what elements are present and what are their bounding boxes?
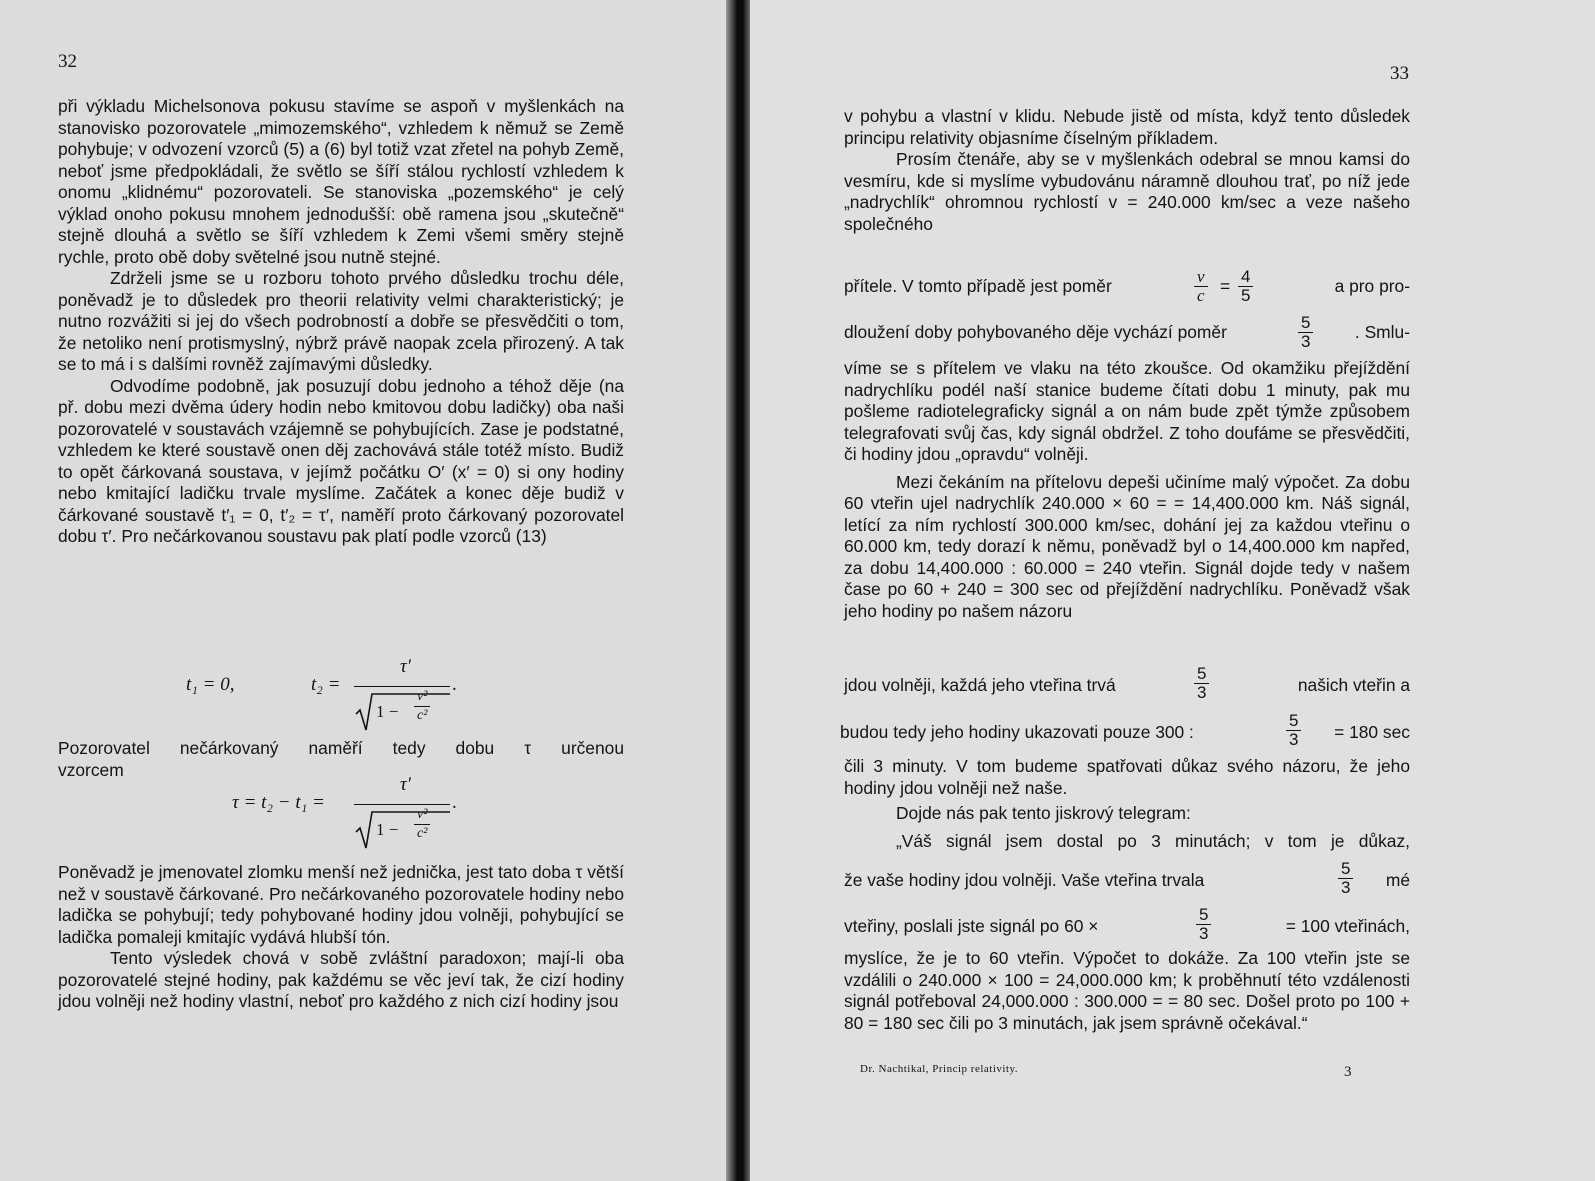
right-paragraph-3a: Mezi čekáním na přítelovu depeši učiníme malý výpočet. Za dobu 60 vteřin ujel nadrychlík 240.000 × 60 = = 14,400.000 km. Náš signál, letící za ním rychlostí 300.000 km/sec, dohání jej za každou vteřinu o 60.000 km, tedy dorazí k němu, poněvadž byl o 14,400.000 km napřed, za dobu 14,400.000 : 60.000 = 240 vteřin. Signál dojde tedy v našem čase po 60 + 240 = 300 sec od přejíždění nadrychlíku. Poněvadž však jeho hodiny po našem názoru (844, 471, 1410, 621)
right-paragraph-3b2: našich vteřin a (1297, 675, 1410, 695)
right-text-block-1 (844, 106, 1410, 235)
eq2-v2-c2: $\frac{\text{v²}}{\text{c²}}$ (414, 806, 430, 843)
right-paragraph-3c2: = 180 sec (1334, 722, 1410, 742)
right-paragraph-2c: dloužení doby pohybovaného děje vychází poměr (844, 322, 1227, 342)
eq2-fraction-bar (354, 804, 450, 805)
eq1-v2-c2: $\frac{\text{v²}}{\text{c²}}$ (414, 688, 430, 725)
eq2-lhs: τ = t₂ − t₁ = (232, 792, 325, 813)
right-paragraph-5a: „Váš signál jsem dostal po 3 minutách; v tom je důkaz, (896, 830, 1410, 851)
line-ratio-5-3 (844, 314, 1410, 354)
eq1-radicand: 1 − (376, 702, 399, 721)
left-paragraph-1: při výkladu Michelsonova pokusu stavíme se aspoň v myšlenkách na stanovisko pozorovatele „mimozemského“, vzhledem k němuž se Země pohybuje; v odvození vzorců (5) a (6) byl totiž vzat zřetel na pohyb Země, neboť jsme předpokládali, že světlo se šíří stálou rychlostí vzhledem k onomu „klidnému“ pozorovateli. Se stanoviska „pozemského“ je celý výklad onoho pokusu mnohem jednodušší: obě ramena jsou „skutečně“ stejně dlouhá a světlo se šíří vzhledem k Zemi všemi směry stejně rychle, proto obě doby světelné jsou nutně stejné. (58, 96, 624, 267)
eq2-radical-icon (354, 806, 454, 850)
right-text-block-2 (844, 358, 1410, 622)
right-paragraph-2b2: a pro pro- (1334, 276, 1410, 296)
left-text-block-2 (58, 738, 624, 781)
right-paragraph-4: Dojde nás pak tento jiskrový telegram: (896, 803, 1191, 823)
line-ratio-v-c (844, 268, 1410, 308)
line-300-div (840, 712, 1410, 752)
left-paragraph-4a: Pozorovatel nečárkovaný naměří tedy dobu τ určenou (58, 738, 624, 758)
right-paragraph-3c: budou tedy jeho hodiny ukazovati pouze 300 : (840, 722, 1194, 742)
page-number-left: 32 (58, 51, 77, 72)
page-number-right: 33 (1390, 63, 1409, 84)
footer-book-title: Dr. Nachtikal, Princip relativity. (860, 1063, 1019, 1075)
left-page (0, 0, 730, 1181)
right-paragraph-5c: vteřiny, poslali jste signál po 60 × (844, 916, 1099, 936)
right-page (750, 0, 1595, 1181)
eq2-period: . (452, 792, 457, 813)
line-your-second (844, 860, 1410, 900)
fraction-5-3-a: $\frac{5}{3}$ (1298, 314, 1313, 351)
right-paragraph-2d: víme se s přítelem ve vlaku na této zkoušce. Od okamžiku přejíždění nadrychlíku podél naší stanice budeme čítati dobu 1 minuty, pak mu pošleme radiotelegraficky signál a on nám bude zpět týmže způsobem telegrafovati svůj čas, kdy signál obdržel. Z toho doufáme se přesvědčiti, či hodiny jdou „opravdu“ volněji. (844, 358, 1410, 464)
left-paragraph-3: Odvodíme podobně, jak posuzují dobu jednoho a téhož děje (na př. dobu mezi dvěma údery hodin nebo kmitovou dobu ladičky) oba naši pozorovatelé v soustavách vzájemně se pohybujících. Zase je podstatné, vzhledem ke které soustavě onen děj zachovává stále totéž místo. Budiž to opět čárkovaná soustava, v jejímž počátku O′ (x′ = 0) si ony hodiny nebo kmitající ladičku trvale myslíme. Začátek a konec děje budiž v čárkované soustavě t′₁ = 0, t′₂ = τ′, naměří proto čárkovaný pozorovatel dobu τ′. Pro nečárkovanou soustavu pak platí podle vzorců (13) (58, 375, 624, 546)
right-paragraph-5d: myslíce, že je to 60 vteřin. Výpočet to dokáže. Za 100 vteřin jste se vzdálili o 240.000 × 100 = 24,000.000 km; k proběhnutí této vzdálenosti signál potřeboval 24,000.000 : 300.000 = = 80 sec. Došel proto po 100 + 80 = 180 sec čili po 3 minutách, jak jsem správně očekával.“ (844, 948, 1410, 1033)
right-text-block-3 (844, 756, 1410, 852)
equation-2 (232, 774, 492, 856)
right-paragraph-2a: Prosím čtenáře, aby se v myšlenkách odebral se mnou kamsi do vesmíru, kde si myslíme vybudovánu náramně dlouhou trať, po níž jede „nadrychlík“ ohromnou rychlostí v = 240.000 km/sec a veze našeho společného (844, 149, 1410, 234)
fraction-5-3-b: $\frac{5}{3}$ (1194, 665, 1209, 702)
fraction-5-3-e: $\frac{5}{3}$ (1196, 906, 1211, 943)
eq1-t1: t₁ = 0, (186, 674, 235, 695)
equals-sign-1: = (1220, 276, 1231, 296)
left-paragraph-2: Zdrželi jsme se u rozboru tohoto prvého důsledku trochu déle, poněvadž je to důsledek pro theorii relativity velmi charakteristický; je nutno rozvážiti si jej do všech podrobností a dobře se přesvědčiti o tom, že netoliko není protismyslný, nýbrž právě naopak zcela přirozený. A tak se to má i s dalšími rovněž zajímavými důsledky. (58, 268, 624, 374)
fraction-5-3-c: $\frac{5}{3}$ (1286, 712, 1301, 749)
left-text-block-1 (58, 96, 624, 548)
line-each-second (844, 665, 1410, 705)
eq1-numerator: τ′ (400, 656, 411, 677)
left-paragraph-6: Tento výsledek chová v sobě zvláštní paradoxon; mají-li oba pozorovatelé stejné hodiny, pak každému se věc jeví tak, že cizí hodiny jdou volněji než hodiny vlastní, neboť pro každého z nich cizí hodiny jsou (58, 948, 624, 1011)
right-paragraph-5b2: mé (1385, 870, 1410, 890)
right-text-block-4 (844, 948, 1410, 1034)
eq1-period: . (452, 674, 457, 695)
eq1-fraction-bar (354, 686, 450, 687)
right-paragraph-5c2: = 100 vteřinách, (1285, 916, 1410, 936)
eq1-t2-label: t₂ = (311, 674, 341, 695)
right-paragraph-2c2: . Smlu- (1354, 322, 1410, 342)
fraction-v-c: $\frac{v}{c}$ (1194, 268, 1208, 305)
right-paragraph-5b: že vaše hodiny jdou volněji. Vaše vteřina trvala (844, 870, 1205, 890)
fraction-5-3-d: $\frac{5}{3}$ (1338, 860, 1353, 897)
right-paragraph-3b: jdou volněji, každá jeho vteřina trvá (844, 675, 1116, 695)
right-paragraph-2b: přítele. V tomto případě jest poměr (844, 276, 1112, 296)
signature-mark: 3 (1344, 1064, 1352, 1080)
equation-1 (186, 656, 486, 730)
fraction-4-5: $\frac{4}{5}$ (1238, 268, 1253, 305)
eq2-radicand: 1 − (376, 820, 399, 839)
right-paragraph-3d: čili 3 minuty. V tom budeme spatřovati důkaz svého názoru, že jeho hodiny jdou volněji než naše. (844, 756, 1410, 798)
left-paragraph-4b: vzorcem (58, 759, 124, 780)
eq1-radical-icon (354, 688, 454, 732)
left-text-block-3 (58, 862, 624, 1013)
left-paragraph-5: Poněvadž je jmenovatel zlomku menší než jednička, jest tato doba τ větší než v soustavě čárkované. Pro nečárkovaného pozorovatele hodiny nebo ladička se pohybují; tedy pohybované hodiny jdou volněji, pohybující se ladička pomaleji kmitajíc vydává hlubší tón. (58, 862, 624, 947)
line-60-times (844, 906, 1410, 946)
eq2-numerator: τ′ (400, 774, 411, 795)
right-paragraph-1: v pohybu a vlastní v klidu. Nebude jistě od místa, když tento důsledek principu relativity objasníme číselným příkladem. (844, 106, 1410, 148)
